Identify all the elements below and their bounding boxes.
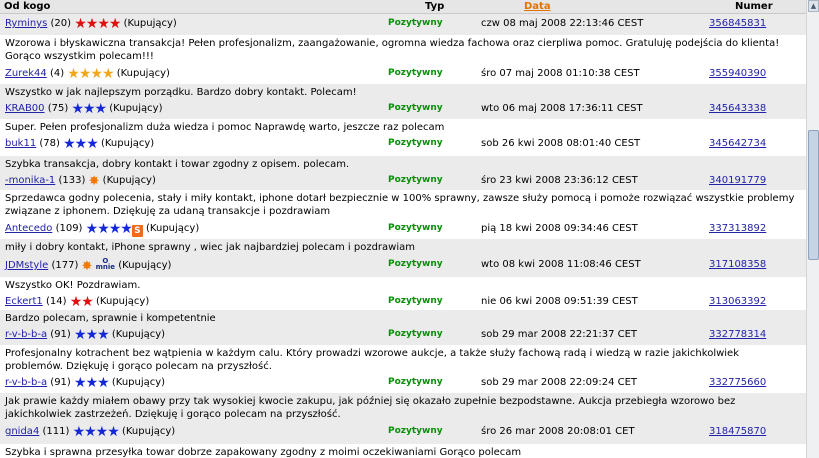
rating-stars-icon: ★★★ (74, 327, 109, 343)
user-link[interactable]: Zurek44 (5, 68, 47, 79)
user-role: (Kupujący) (118, 260, 172, 271)
user-role: (Kupujący) (123, 18, 177, 29)
user-rating-count: (91) (50, 329, 71, 340)
feedback-date: pią 18 kwi 2008 09:34:46 CEST (481, 223, 638, 234)
user-rating-count: (78) (39, 138, 60, 149)
vertical-scrollbar[interactable] (806, 0, 819, 458)
shop-badge-icon: S (132, 225, 143, 237)
feedback-date: sob 26 kwi 2008 08:01:40 CEST (481, 138, 641, 149)
user-cell (5, 376, 165, 390)
feedback-comment-row (0, 310, 806, 325)
rating-stars-icon: ★★★ (63, 136, 98, 152)
user-role: (Kupujący) (111, 377, 166, 388)
user-role: (Kupujący) (116, 68, 170, 79)
feedback-entry (0, 373, 806, 422)
feedback-comment-row (0, 444, 806, 458)
feedback-entry (0, 171, 806, 219)
feedback-date: nie 06 kwi 2008 09:51:39 CEST (481, 296, 638, 307)
user-role: (Kupujący) (121, 426, 176, 437)
auction-number-link[interactable]: 355940390 (709, 68, 767, 79)
feedback-info-row (0, 422, 806, 444)
feedback-date: sob 29 mar 2008 22:09:24 CET (481, 377, 638, 388)
header-from: Od kogo (4, 1, 51, 12)
feedback-comment-row (0, 277, 806, 292)
feedback-comment: miły i dobry kontakt, iPhone sprawny , wiec jak najbardziej polecam i pozdrawiam (5, 242, 415, 253)
user-rating-count: (14) (46, 296, 67, 307)
feedback-comment: Wszystko OK! Pozdrawiam. (5, 280, 141, 291)
feedback-date: wto 06 maj 2008 17:36:11 CEST (481, 103, 643, 114)
feedback-info-row (0, 14, 806, 35)
feedback-type: Pozytywny (388, 103, 443, 113)
user-cell (5, 258, 171, 273)
user-cell (5, 137, 154, 151)
feedback-entry (0, 134, 806, 171)
feedback-type: Pozytywny (388, 329, 443, 339)
user-role: (Kupujący) (146, 223, 200, 234)
user-rating-count: (133) (58, 175, 86, 186)
user-rating-count: (111) (42, 426, 70, 437)
auction-number-link[interactable]: 337313892 (709, 223, 767, 234)
feedback-type: Pozytywny (388, 18, 443, 28)
user-link[interactable]: Ryminys (5, 18, 48, 29)
user-link[interactable]: r-v-b-b-a (5, 329, 48, 340)
user-link[interactable]: KRAB00 (5, 103, 45, 114)
rating-stars-icon: ★★★ (74, 375, 109, 391)
user-rating-count: (20) (50, 18, 72, 29)
feedback-comment-row (0, 190, 806, 219)
user-rating-count: (4) (49, 68, 65, 79)
rating-stars-icon: ★★★ (71, 101, 107, 117)
rating-stars-icon: ★★ (69, 294, 93, 310)
header-date-sort-link[interactable]: Data (524, 1, 551, 12)
feedback-info-row (0, 99, 806, 119)
user-rating-count: (91) (50, 377, 71, 388)
user-link[interactable]: buk11 (5, 138, 37, 149)
feedback-comment: Szybka i sprawna przesyłka towar dobrze zapakowany zgodny z moimi oczekiwaniami Gorąco polecam (5, 447, 522, 458)
feedback-comment-row (0, 239, 806, 255)
feedback-comment-row (0, 345, 806, 373)
feedback-comment: Profesjonalny kotrachent bez wątpienia w każdym calu. Który prowadzi wzorowe aukcje, a także służy fachową radą i wiedzą w razie jakichkolwiek problemów. Dziękuję i gorąco polecam na przyszłość. (5, 348, 739, 372)
feedback-entry (0, 255, 806, 292)
auction-number-link[interactable]: 318475870 (709, 426, 767, 437)
feedback-info-row (0, 255, 806, 277)
user-link[interactable]: gnida4 (5, 426, 40, 437)
user-link[interactable]: Eckert1 (5, 296, 43, 307)
feedback-comment-row (0, 35, 806, 62)
feedback-comment: Bardzo polecam, sprawnie i kompetentnie (5, 313, 216, 324)
scroll-up-arrow-icon[interactable]: ▲ (808, 0, 819, 12)
header-type: Typ (425, 1, 445, 12)
feedback-info-row (0, 171, 806, 190)
user-role: (Kupujący) (100, 138, 155, 149)
user-cell (5, 102, 163, 116)
feedback-info-row (0, 64, 806, 84)
feedback-info-row (0, 325, 806, 345)
feedback-comment-row (0, 119, 806, 134)
feedback-info-row (0, 219, 806, 239)
feedback-comment-row (0, 84, 806, 99)
feedback-comment: Jak prawie każdy miałem obawy przy tak wysokiej kwocie zakupu, jak później się okazało zupełnie bezpodstawne. Aukcja przebiegła wzorowo bez jakichkolwiek zastrzeżeń. Dziękuję i gorąco polecam na przyszłość. (5, 396, 736, 420)
auction-number-link[interactable]: 340191779 (709, 175, 767, 186)
auction-number-link[interactable]: 332778314 (709, 329, 767, 340)
user-role: (Kupujący) (109, 103, 163, 114)
feedback-date: czw 08 maj 2008 22:13:46 CEST (481, 18, 644, 29)
user-link[interactable]: Antecedo (5, 223, 53, 234)
feedback-date: śro 23 kwi 2008 23:36:12 CEST (481, 175, 638, 186)
table-header (0, 0, 806, 14)
user-role: (Kupujący) (96, 296, 150, 307)
feedback-comment: Sprzedawca godny polecenia, stały i miły kontakt, iphone dotarł bezpiecznie w 100% sprawny, zawsze służy pomocą i pomoże rozwiązać wszystkie problemy związane z iphonem. Dziękuję za udaną transakcje i pozdrawiam (5, 193, 795, 217)
user-cell (5, 174, 156, 188)
feedback-comment: Super. Pełen profesjonalizm duża wiedza i pomoc Naprawdę warto, jeszcze raz polecam (5, 122, 445, 133)
user-rating-count: (177) (51, 260, 79, 271)
user-rating-count: (75) (47, 103, 69, 114)
feedback-date: śro 26 mar 2008 20:08:01 CET (481, 426, 635, 437)
feedback-date: śro 07 maj 2008 01:10:38 CEST (481, 68, 640, 79)
user-link[interactable]: JDMstyle (5, 260, 49, 271)
user-cell (5, 425, 175, 439)
header-number: Numer (735, 1, 773, 12)
rating-stars-icon: ★★★★ (74, 16, 121, 32)
feedback-entry (0, 219, 806, 255)
super-seller-sun-icon: ✸ (81, 259, 93, 274)
auction-number-link[interactable]: 356845831 (709, 18, 767, 29)
auction-number-link[interactable]: 317108358 (709, 259, 767, 270)
user-link[interactable]: r-v-b-b-a (5, 377, 48, 388)
feedback-type: Pozytywny (388, 259, 443, 269)
about-me-icon[interactable]: O mnie (95, 257, 116, 271)
feedback-info-row (0, 373, 806, 393)
feedback-type: Pozytywny (388, 223, 443, 233)
auction-number-link[interactable]: 345642734 (709, 138, 767, 149)
user-rating-count: (109) (55, 223, 83, 234)
rating-stars-icon: ★★★★ (85, 221, 132, 237)
super-seller-sun-icon: ✸ (88, 174, 100, 189)
feedback-comment: Wzorowa i błyskawiczna transakcja! Pełen profesjonalizm, zaangażowanie, ogromna wiedza fachowa oraz cierpliwa pomoc. Gratuluję podejścia do klienta! Gorąco wszystkim polecam!!! (5, 38, 780, 62)
feedback-entry (0, 422, 806, 458)
feedback-date: sob 29 mar 2008 22:21:37 CET (481, 329, 638, 340)
user-cell (5, 328, 165, 342)
rating-stars-icon: ★★★★ (72, 424, 119, 440)
feedback-entry (0, 292, 806, 325)
feedback-comment: Wszystko w jak najlepszym porządku. Bardzo dobry kontakt. Polecam! (5, 87, 357, 98)
user-cell (5, 67, 170, 81)
scrollbar-thumb[interactable] (808, 130, 819, 260)
user-cell (5, 222, 199, 237)
feedback-entry (0, 325, 806, 373)
feedback-info-row (0, 134, 806, 156)
auction-number-link[interactable]: 332775660 (709, 377, 767, 388)
auction-number-link[interactable]: 313063392 (709, 296, 767, 307)
user-link[interactable]: -monika-1 (5, 175, 56, 186)
feedback-entry (0, 64, 806, 99)
feedback-comment-row (0, 393, 806, 422)
rating-stars-icon: ★★★★ (67, 66, 114, 82)
feedback-entry (0, 14, 806, 62)
feedback-entry (0, 99, 806, 134)
feedback-type: Pozytywny (388, 175, 443, 185)
user-role: (Kupujący) (102, 175, 156, 186)
user-cell (5, 295, 149, 309)
user-role: (Kupujący) (111, 329, 166, 340)
feedback-type: Pozytywny (388, 138, 443, 148)
feedback-info-row (0, 292, 806, 310)
feedback-comment-row (0, 156, 806, 171)
feedback-type: Pozytywny (388, 426, 443, 436)
feedback-type: Pozytywny (388, 296, 443, 306)
feedback-comment: Szybka transakcja, dobry kontakt i towar zgodny z opisem. polecam. (5, 159, 350, 170)
feedback-type: Pozytywny (388, 377, 443, 387)
auction-number-link[interactable]: 345643338 (709, 103, 767, 114)
feedback-date: wto 08 kwi 2008 11:08:46 CEST (481, 259, 641, 270)
user-cell (5, 17, 177, 31)
feedback-type: Pozytywny (388, 68, 443, 78)
